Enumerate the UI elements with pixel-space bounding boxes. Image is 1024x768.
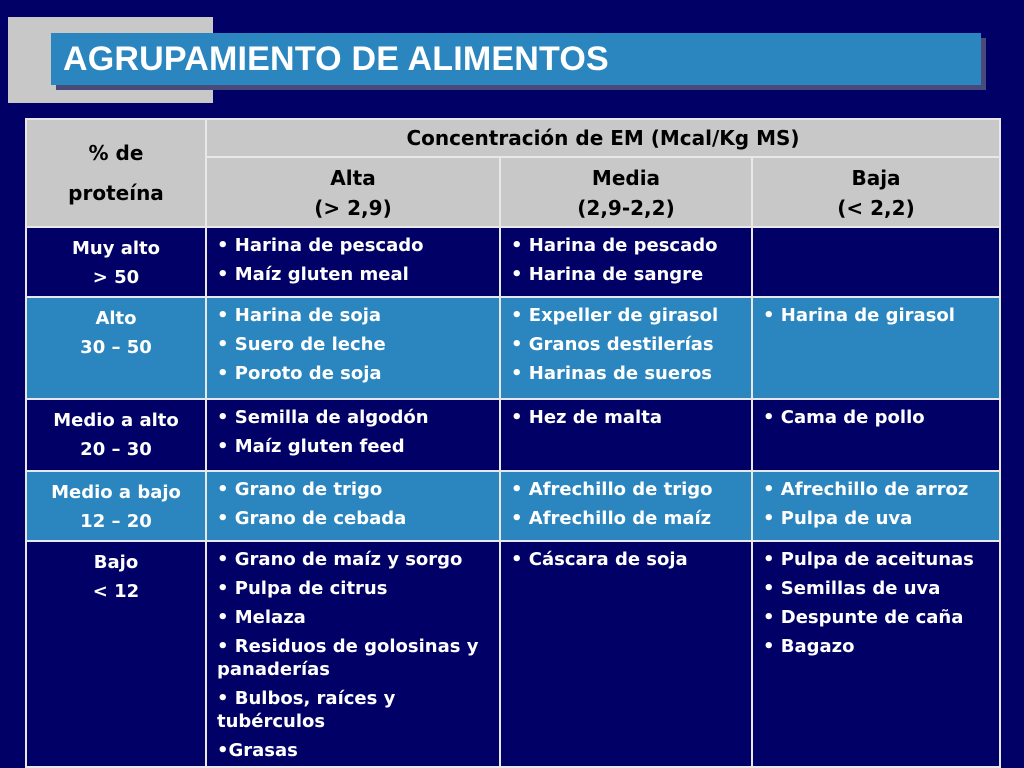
list-item: • Semillas de uva	[763, 578, 941, 599]
list-item: • Pulpa de uva	[763, 508, 913, 529]
list-item: • Expeller de girasol	[511, 305, 719, 326]
list-item: • Cama de pollo	[763, 407, 925, 428]
header-baja-range: (< 2,2)	[837, 195, 915, 220]
list-item: • Maíz gluten feed	[217, 436, 405, 457]
page-title: AGRUPAMIENTO DE ALIMENTOS	[63, 39, 609, 78]
header-protein	[26, 119, 206, 227]
row-label: Bajo	[93, 552, 139, 573]
list-item: • Afrechillo de trigo	[511, 479, 713, 500]
header-protein-line1: % de	[88, 141, 144, 165]
cell-baja	[752, 227, 1000, 297]
header-baja	[752, 157, 1000, 227]
list-item: • Pulpa de aceitunas	[763, 549, 974, 570]
cell-baja	[752, 297, 1000, 399]
row-label: Medio a alto	[53, 410, 179, 431]
list-item: • Harinas de sueros	[511, 363, 713, 384]
list-item: • Pulpa de citrus	[217, 578, 388, 599]
row-label-cell	[26, 541, 206, 767]
cell-media	[500, 541, 752, 767]
header-media	[500, 157, 752, 227]
list-item: • Afrechillo de maíz	[511, 508, 712, 529]
list-item: • Poroto de soja	[217, 363, 382, 384]
cell-media	[500, 297, 752, 399]
row-label: Muy alto	[71, 238, 160, 259]
list-item: • Residuos de golosinas y panaderías	[217, 636, 479, 680]
list-item: • Bulbos, raíces y tubérculos	[217, 688, 396, 732]
cell-alta	[206, 227, 500, 297]
list-item: • Melaza	[217, 607, 306, 628]
list-item: • Cáscara de soja	[511, 549, 688, 570]
list-item: • Grano de trigo	[217, 479, 383, 500]
row-range: 30 – 50	[80, 337, 152, 358]
list-item: • Despunte de caña	[763, 607, 964, 628]
list-item: •Grasas	[217, 740, 298, 761]
table-row	[26, 541, 1000, 767]
header-media-range: (2,9-2,2)	[577, 195, 675, 220]
list-item: • Harina de sangre	[511, 264, 704, 285]
row-label-cell	[26, 297, 206, 399]
list-item: • Harina de girasol	[763, 305, 955, 326]
header-alta	[206, 157, 500, 227]
cell-alta	[206, 297, 500, 399]
row-label: Medio a bajo	[51, 482, 181, 503]
header-alta-range: (> 2,9)	[314, 195, 392, 220]
row-label-cell	[26, 399, 206, 471]
header-protein-line2: proteína	[68, 181, 164, 205]
row-label-cell	[26, 227, 206, 297]
cell-baja	[752, 399, 1000, 471]
list-item: • Granos destilerías	[511, 334, 714, 355]
list-item: • Hez de malta	[511, 407, 662, 428]
cell-alta	[206, 471, 500, 541]
table-row	[26, 227, 1000, 297]
row-label: Alto	[95, 308, 137, 329]
cell-media	[500, 471, 752, 541]
title-bar	[51, 33, 981, 85]
cell-media	[500, 399, 752, 471]
header-concentration: Concentración de EM (Mcal/Kg MS)	[206, 119, 1000, 157]
list-item: • Grano de cebada	[217, 508, 407, 529]
list-item: • Bagazo	[763, 636, 855, 657]
row-range: > 50	[92, 267, 140, 288]
food-grouping-table	[25, 118, 1001, 768]
list-item: • Maíz gluten meal	[217, 264, 409, 285]
table-row	[26, 471, 1000, 541]
row-range: < 12	[92, 581, 140, 602]
list-item: • Harina de pescado	[511, 235, 718, 256]
header-alta-label: Alta	[330, 165, 376, 190]
list-item: • Afrechillo de arroz	[763, 479, 969, 500]
list-item: • Semilla de algodón	[217, 407, 429, 428]
row-range: 12 – 20	[80, 511, 152, 532]
list-item: • Grano de maíz y sorgo	[217, 549, 463, 570]
header-media-label: Media	[591, 165, 661, 190]
list-item: • Suero de leche	[217, 334, 386, 355]
table-row	[26, 399, 1000, 471]
header-baja-label: Baja	[851, 165, 901, 190]
cell-alta	[206, 541, 500, 767]
row-range: 20 – 30	[80, 439, 152, 460]
cell-baja	[752, 471, 1000, 541]
list-item: • Harina de pescado	[217, 235, 424, 256]
list-item: • Harina de soja	[217, 305, 382, 326]
row-label-cell	[26, 471, 206, 541]
cell-media	[500, 227, 752, 297]
table-row	[26, 297, 1000, 399]
cell-baja	[752, 541, 1000, 767]
cell-alta	[206, 399, 500, 471]
